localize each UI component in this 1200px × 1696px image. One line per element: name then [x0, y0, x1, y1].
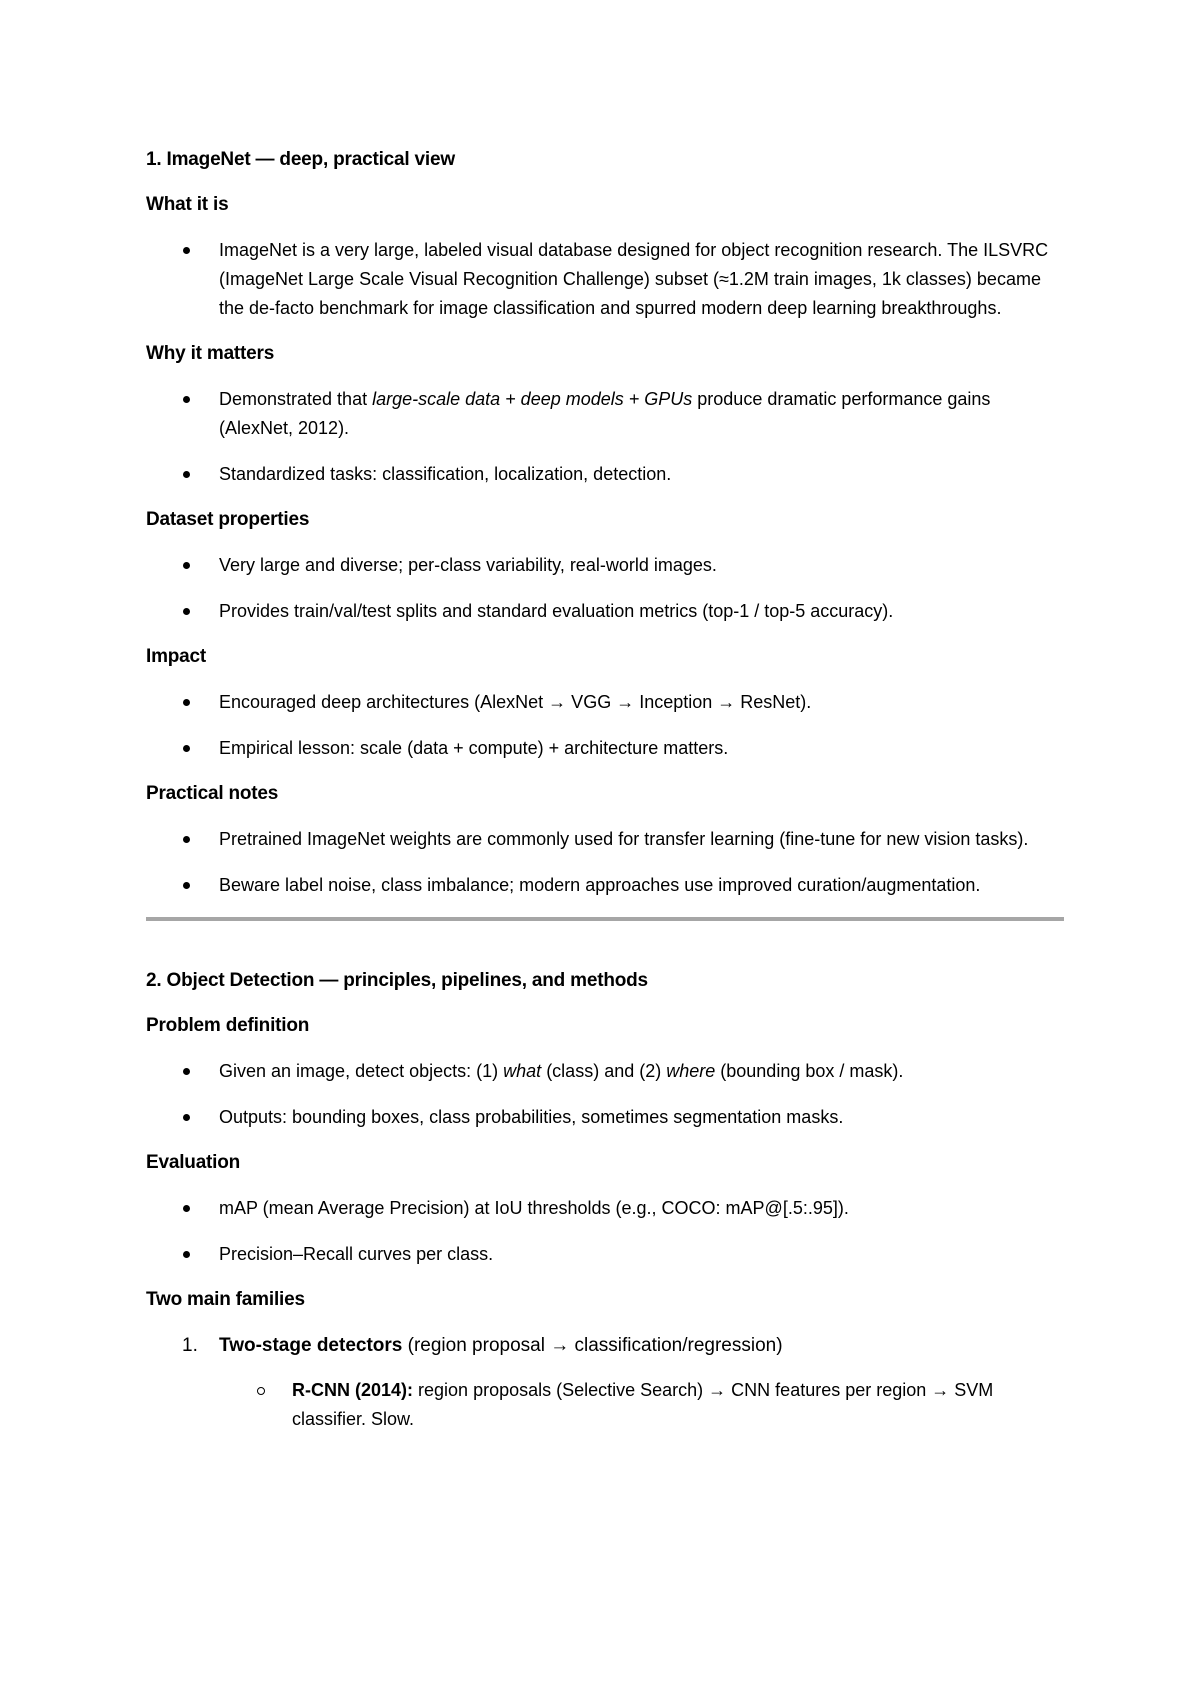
list-item-text: (region proposal → classification/regression) [402, 1335, 783, 1356]
list-item [146, 1194, 1066, 1223]
list-item-text: Very large and diverse; per-class variability, real-world images. [219, 555, 717, 575]
bullet-icon [183, 1068, 190, 1075]
sub-list-item [219, 1376, 1066, 1434]
why-it-matters-list [146, 385, 1066, 489]
list-item-text: region proposals (Selective Search) → CNN features per region → SVM classifier. Slow. [292, 1380, 994, 1429]
impact-list [146, 688, 1066, 763]
bullet-icon [183, 396, 190, 403]
list-item-bold: R-CNN (2014): [292, 1380, 414, 1400]
heading-two-main-families: Two main families [146, 1289, 305, 1310]
heading-practical-notes: Practical notes [146, 783, 279, 804]
list-item [146, 1331, 1066, 1434]
list-item-emphasis: large-scale data + deep models + GPUs [372, 389, 693, 409]
list-item-text: Beware label noise, class imbalance; modern approaches use improved curation/augmentation. [219, 875, 981, 895]
list-item-text: (class) and (2) [541, 1061, 667, 1081]
list-item-text: mAP (mean Average Precision) at IoU thresholds (e.g., COCO: mAP@[.5:.95]). [219, 1198, 849, 1218]
list-item-text: Provides train/val/test splits and standard evaluation metrics (top-1 / top-5 accuracy). [219, 601, 894, 621]
bullet-icon [183, 608, 190, 615]
heading-evaluation: Evaluation [146, 1152, 241, 1173]
list-item [146, 1240, 1066, 1269]
heading-what-it-is: What it is [146, 194, 229, 215]
document-content [146, 146, 1066, 1450]
bullet-icon [183, 562, 190, 569]
list-item-emphasis: where [666, 1061, 716, 1081]
heading-problem-definition: Problem definition [146, 1015, 310, 1036]
list-item-bold: Two-stage detectors [219, 1335, 403, 1356]
heading-why-it-matters: Why it matters [146, 343, 275, 364]
list-item-text: Empirical lesson: scale (data + compute) + architecture matters. [219, 738, 729, 758]
list-item-text: Standardized tasks: classification, localization, detection. [219, 464, 672, 484]
list-item [146, 551, 1066, 580]
section-title-imagenet: 1. ImageNet — deep, practical view [146, 149, 455, 170]
list-item-text: Pretrained ImageNet weights are commonly used for transfer learning (fine-tune for new vision tasks). [219, 829, 1029, 849]
bullet-icon [183, 1251, 190, 1258]
horizontal-rule [146, 917, 1064, 921]
list-item-text: Outputs: bounding boxes, class probabilities, sometimes segmentation masks. [219, 1107, 844, 1127]
list-number: 1. [182, 1335, 198, 1356]
list-item [146, 825, 1066, 854]
list-item-text: (bounding box / mask). [715, 1061, 904, 1081]
what-it-is-list [146, 236, 1066, 323]
bullet-icon [183, 836, 190, 843]
problem-definition-list [146, 1057, 1066, 1132]
two-stage-sublist [219, 1376, 1066, 1434]
families-list [146, 1331, 1066, 1434]
bullet-icon [183, 247, 190, 254]
bullet-icon [183, 882, 190, 889]
list-item-text: produce dramatic performance gains (AlexNet, 2012). [219, 389, 991, 438]
evaluation-list [146, 1194, 1066, 1269]
section-title-object-detection: 2. Object Detection — principles, pipelines, and methods [146, 970, 648, 991]
bullet-icon [183, 1114, 190, 1121]
list-item [146, 871, 1066, 900]
list-item [146, 734, 1066, 763]
bullet-icon [183, 1205, 190, 1212]
dataset-properties-list [146, 551, 1066, 626]
list-item-text: Given an image, detect objects: (1) [219, 1061, 504, 1081]
list-item-text: Demonstrated that [219, 389, 373, 409]
list-item-text: ImageNet is a very large, labeled visual database designed for object recognition research. The ILSVRC (ImageNet Large Scale Visual Recognition Challenge) subset (≈1.2M train images, 1k classes) became the de-facto benchmark for image classification and spurred modern deep learning breakthroughs. [219, 240, 1049, 318]
heading-dataset-properties: Dataset properties [146, 509, 310, 530]
bullet-icon [183, 699, 190, 706]
list-item [146, 236, 1066, 323]
list-item [146, 1103, 1066, 1132]
list-item [146, 597, 1066, 626]
list-item [146, 460, 1066, 489]
list-item [146, 688, 1066, 717]
list-item [146, 385, 1066, 443]
list-item-emphasis: what [503, 1061, 542, 1081]
list-item [146, 1057, 1066, 1086]
bullet-icon [183, 471, 190, 478]
bullet-icon [183, 745, 190, 752]
circle-bullet-icon [257, 1387, 265, 1395]
heading-impact: Impact [146, 646, 207, 667]
list-item-text: Encouraged deep architectures (AlexNet → VGG → Inception → ResNet). [219, 692, 812, 712]
list-item-text: Precision–Recall curves per class. [219, 1244, 494, 1264]
practical-notes-list [146, 825, 1066, 900]
